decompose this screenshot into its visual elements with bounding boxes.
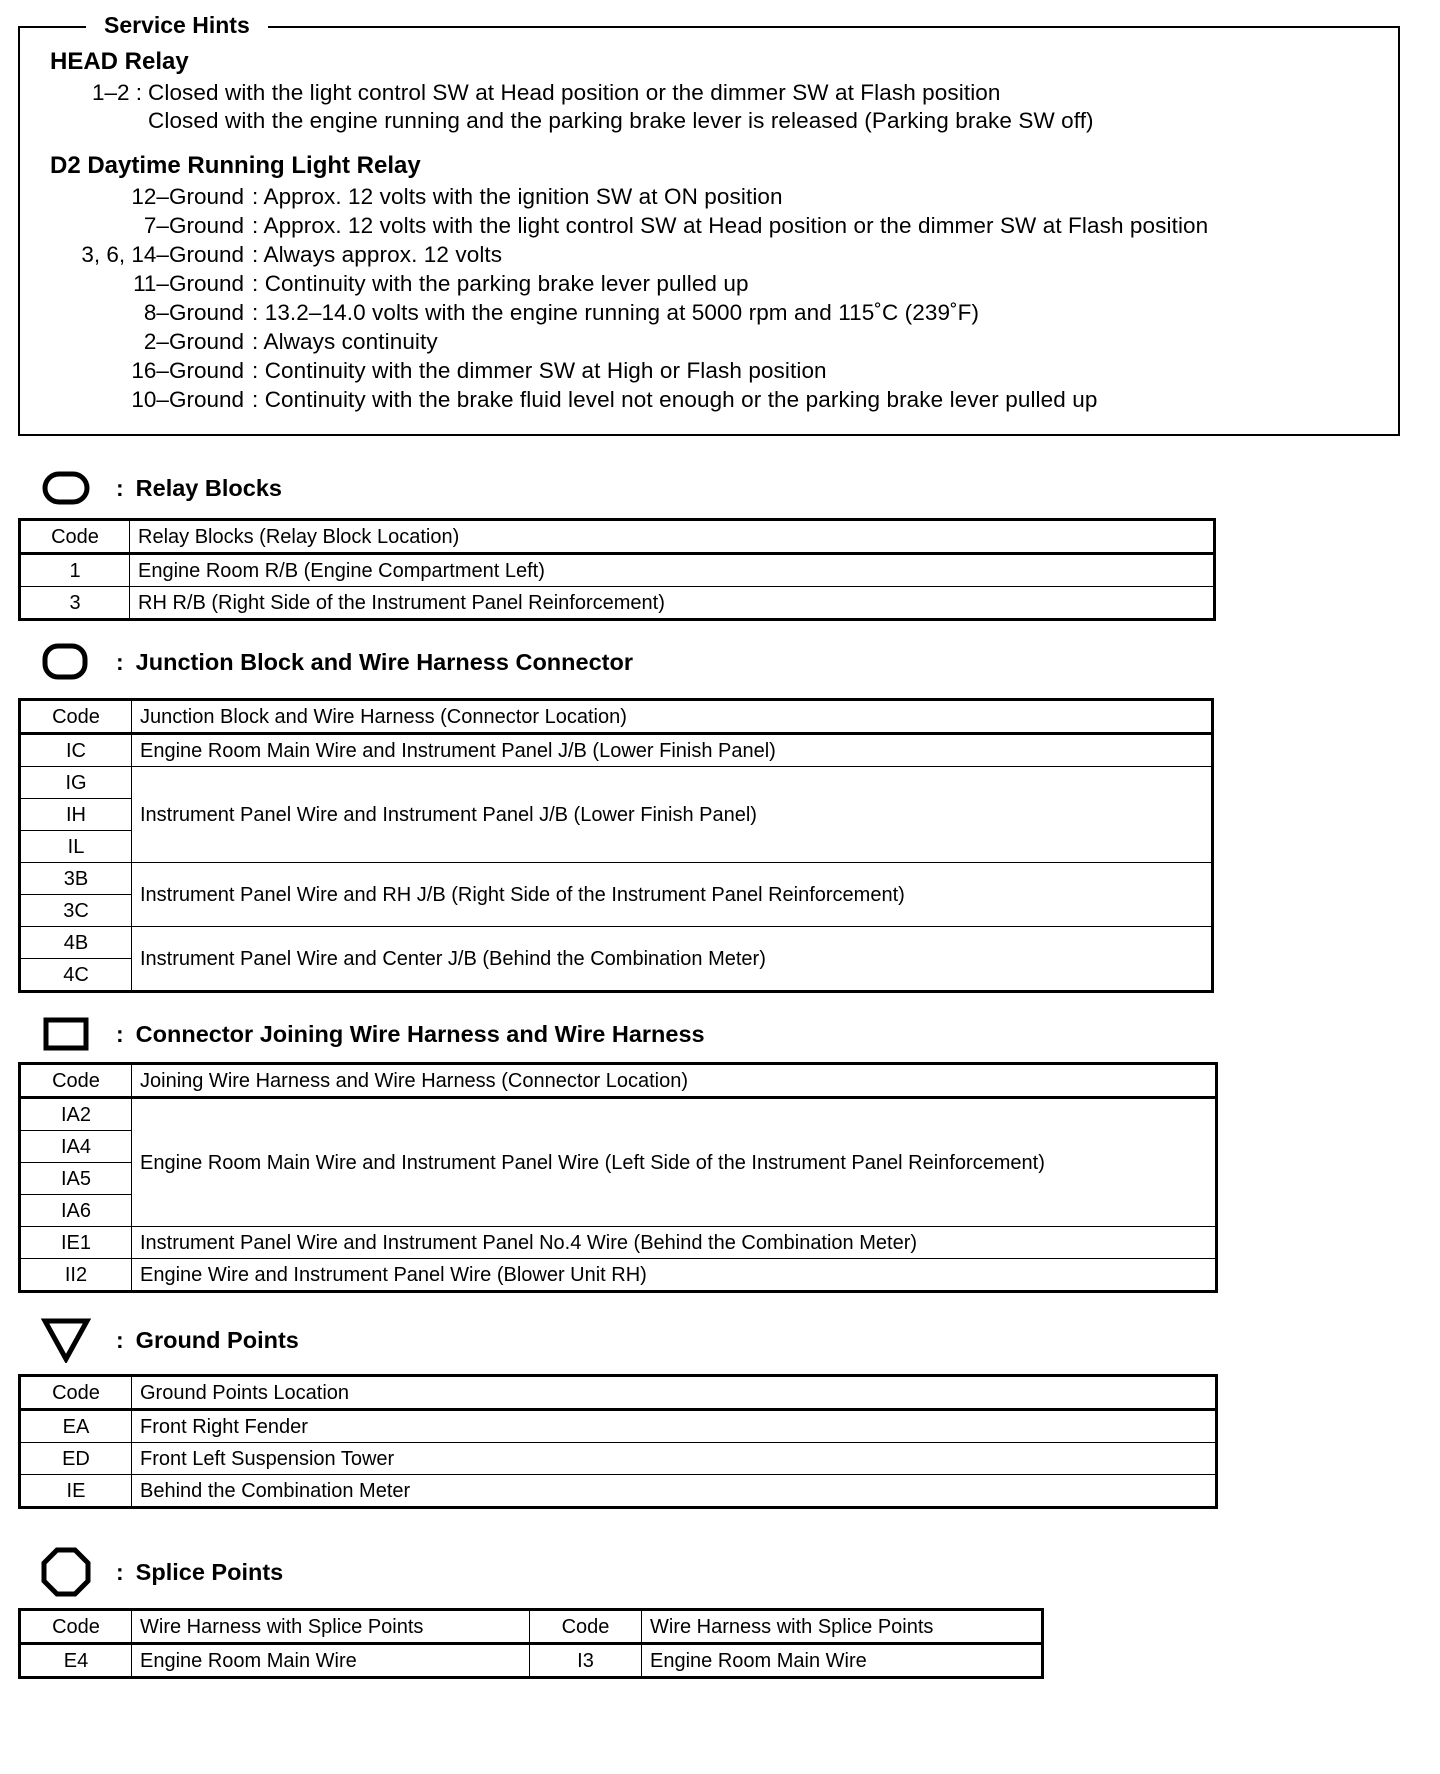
head-relay-line: Closed with the light control SW at Head position or the dimmer SW at Flash position	[148, 80, 1001, 105]
table-header-row	[20, 1610, 1043, 1644]
head-relay-title: HEAD Relay	[50, 48, 189, 75]
desc-cell: Behind the Combination Meter	[132, 1475, 1217, 1508]
table-header-row	[20, 1064, 1217, 1098]
splice-points-table	[18, 1608, 1044, 1679]
rounded-rect-icon	[38, 640, 94, 684]
desc-header: Relay Blocks (Relay Block Location)	[130, 520, 1215, 554]
triangle-down-icon	[38, 1318, 94, 1362]
drl-desc: : Continuity with the parking brake lever pulled up	[252, 271, 749, 296]
code-cell: IL	[20, 831, 132, 863]
table-row	[20, 1259, 1217, 1292]
drl-desc: : Continuity with the brake fluid level not enough or the parking brake lever pulled up	[252, 387, 1098, 412]
code-header: Code	[530, 1610, 642, 1644]
table-header-row	[20, 700, 1213, 734]
code-cell: IA5	[20, 1163, 132, 1195]
desc-cell: Front Right Fender	[132, 1410, 1217, 1443]
service-hints-legend: Service Hints	[86, 12, 268, 39]
drl-desc: : Always continuity	[252, 329, 438, 354]
table-row	[20, 1410, 1217, 1443]
table-header-row	[20, 520, 1215, 554]
table-row	[20, 927, 1213, 959]
code-cell: IA2	[20, 1098, 132, 1131]
relay-blocks-table	[18, 518, 1216, 621]
drl-desc: : 13.2–14.0 volts with the engine running at 5000 rpm and 115˚C (239˚F)	[252, 300, 980, 325]
table-row	[20, 734, 1213, 767]
code-cell: I3	[530, 1644, 642, 1678]
heading-colon: :	[116, 474, 124, 501]
desc-cell: Instrument Panel Wire and Center J/B (Behind the Combination Meter)	[132, 927, 1213, 992]
drl-pin: 8–Ground	[143, 300, 244, 325]
desc-header: Wire Harness with Splice Points	[132, 1610, 530, 1644]
desc-cell: Engine Room Main Wire and Instrument Panel Wire (Left Side of the Instrument Panel Reinforcement)	[132, 1098, 1217, 1227]
relay-blocks-heading	[38, 466, 282, 510]
code-cell: IH	[20, 799, 132, 831]
square-icon	[38, 1012, 94, 1056]
desc-cell: Engine Room Main Wire and Instrument Panel J/B (Lower Finish Panel)	[132, 734, 1213, 767]
desc-cell: RH R/B (Right Side of the Instrument Panel Reinforcement)	[130, 587, 1215, 620]
desc-cell: Instrument Panel Wire and Instrument Panel No.4 Wire (Behind the Combination Meter)	[132, 1227, 1217, 1259]
code-cell: 3	[20, 587, 130, 620]
code-cell: EA	[20, 1410, 132, 1443]
code-cell: 4B	[20, 927, 132, 959]
desc-cell: Instrument Panel Wire and Instrument Panel J/B (Lower Finish Panel)	[132, 767, 1213, 863]
table-row	[20, 1644, 1043, 1678]
code-cell: IA6	[20, 1195, 132, 1227]
drl-desc: : Always approx. 12 volts	[252, 242, 503, 267]
drl-desc: : Approx. 12 volts with the ignition SW at ON position	[252, 184, 783, 209]
drl-pin: 16–Ground	[131, 358, 244, 383]
code-cell: IE	[20, 1475, 132, 1508]
code-cell: IG	[20, 767, 132, 799]
heading-colon: :	[116, 1558, 124, 1585]
desc-header: Junction Block and Wire Harness (Connector Location)	[132, 700, 1213, 734]
desc-header: Joining Wire Harness and Wire Harness (Connector Location)	[132, 1064, 1217, 1098]
table-row	[20, 554, 1215, 587]
table-header-row	[20, 1376, 1217, 1410]
ground-points-title: Ground Points	[135, 1326, 299, 1353]
code-cell: 3B	[20, 863, 132, 895]
desc-cell: Engine Room R/B (Engine Compartment Left)	[130, 554, 1215, 587]
desc-cell: Front Left Suspension Tower	[132, 1443, 1217, 1475]
junction-blocks-title: Junction Block and Wire Harness Connector	[135, 648, 633, 675]
code-cell: 1	[20, 554, 130, 587]
desc-cell: Engine Room Main Wire	[132, 1644, 530, 1678]
code-header: Code	[20, 1610, 132, 1644]
drl-desc: : Approx. 12 volts with the light control SW at Head position or the dimmer SW at Flash position	[252, 213, 1209, 238]
heading-colon: :	[116, 648, 124, 675]
code-cell: 4C	[20, 959, 132, 992]
code-cell: IE1	[20, 1227, 132, 1259]
rounded-rect-icon	[38, 466, 94, 510]
code-header: Code	[20, 520, 130, 554]
drl-pin: 12–Ground	[131, 184, 244, 209]
table-row	[20, 863, 1213, 895]
code-cell: II2	[20, 1259, 132, 1292]
table-row	[20, 1098, 1217, 1131]
table-row	[20, 767, 1213, 799]
code-cell: IA4	[20, 1131, 132, 1163]
desc-cell: Engine Room Main Wire	[642, 1644, 1043, 1678]
drl-pin: 7–Ground	[143, 213, 244, 238]
desc-cell: Instrument Panel Wire and RH J/B (Right Side of the Instrument Panel Reinforcement)	[132, 863, 1213, 927]
junction-blocks-heading	[38, 640, 633, 684]
connectors-title: Connector Joining Wire Harness and Wire Harness	[135, 1020, 705, 1047]
heading-colon: :	[116, 1326, 124, 1353]
table-row	[20, 1227, 1217, 1259]
code-cell: ED	[20, 1443, 132, 1475]
desc-header: Ground Points Location	[132, 1376, 1217, 1410]
drl-pin: 10–Ground	[131, 387, 244, 412]
drl-pin: 11–Ground	[133, 271, 244, 296]
desc-cell: Engine Wire and Instrument Panel Wire (Blower Unit RH)	[132, 1259, 1217, 1292]
drl-pin: 3, 6, 14–Ground	[81, 242, 244, 267]
code-cell: E4	[20, 1644, 132, 1678]
octagon-icon	[38, 1550, 94, 1594]
drl-pin: 2–Ground	[143, 329, 244, 354]
head-relay-line: Closed with the engine running and the parking brake lever is released (Parking brake SW off)	[148, 108, 1094, 133]
splice-points-heading	[38, 1550, 283, 1594]
heading-colon: :	[116, 1020, 124, 1047]
drl-desc: : Continuity with the dimmer SW at High or Flash position	[252, 358, 827, 383]
desc-header: Wire Harness with Splice Points	[642, 1610, 1043, 1644]
table-row	[20, 1443, 1217, 1475]
code-header: Code	[20, 1064, 132, 1098]
head-relay-pin: 1–2 :	[91, 80, 142, 105]
code-header: Code	[20, 700, 132, 734]
code-header: Code	[20, 1376, 132, 1410]
code-cell: 3C	[20, 895, 132, 927]
table-row	[20, 587, 1215, 620]
splice-points-title: Splice Points	[135, 1558, 284, 1585]
drl-relay-title: D2 Daytime Running Light Relay	[50, 152, 421, 179]
junction-blocks-table	[18, 698, 1214, 993]
connectors-heading	[38, 1012, 705, 1056]
code-cell: IC	[20, 734, 132, 767]
ground-points-heading	[38, 1318, 299, 1362]
connectors-table	[18, 1062, 1218, 1293]
table-row	[20, 1475, 1217, 1508]
ground-points-table	[18, 1374, 1218, 1509]
relay-blocks-title: Relay Blocks	[135, 474, 282, 501]
